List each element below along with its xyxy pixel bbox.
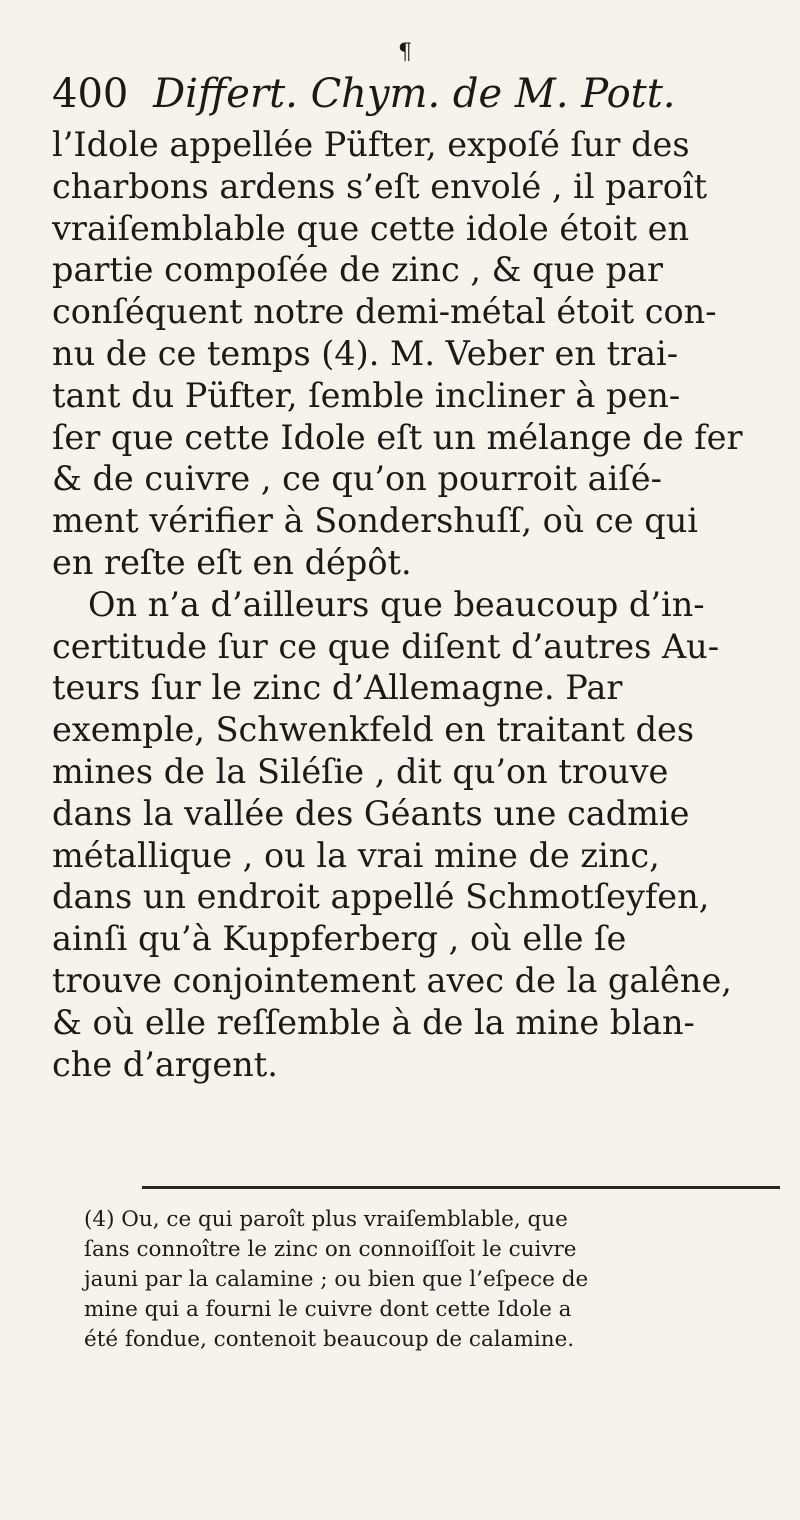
text-line: mines de la Siléſie , dit qu’on trouve <box>52 751 669 791</box>
footnote <box>84 1205 774 1355</box>
text-line: dans un endroit appellé Schmotſeyfen, <box>52 877 710 917</box>
footnote-line: jauni par la calamine ; ou bien que l’eſpece de <box>84 1267 589 1292</box>
text-line: en reſte eſt en dépôt. <box>52 542 412 582</box>
footnote-line: (4) Ou, ce qui paroît plus vraiſemblable, que <box>84 1207 568 1232</box>
text-line: ſer que cette Idole eſt un mélange de fer <box>52 417 743 457</box>
paragraph-start-line: On n’a d’ailleurs que beaucoup d’in- <box>88 584 705 624</box>
text-line: & où elle reſſemble à de la mine blan- <box>52 1002 695 1042</box>
text-line: ainſi qu’à Kuppferberg , où elle ſe <box>52 919 627 959</box>
text-line: ment vérifier à Sondershuſſ, où ce qui <box>52 501 698 541</box>
running-title: Differt. Chym. de M. Pott. <box>153 71 676 117</box>
running-header <box>52 70 752 118</box>
text-line: trouve conjointement avec de la galêne, <box>52 960 732 1000</box>
text-line: métallique , ou la vrai mine de zinc, <box>52 835 660 875</box>
text-line: conſéquent notre demi-métal étoit con- <box>52 292 717 332</box>
footnote-line: ſans connoître le zinc on connoiſſoit le cuivre <box>84 1237 577 1262</box>
text-line: teurs ſur le zinc d’Allemagne. Par <box>52 668 623 708</box>
text-line: nu de ce temps (4). M. Veber en trai- <box>52 333 679 373</box>
page-number: 400 <box>52 71 129 117</box>
text-line: charbons ardens s’eſt envolé , il paroît <box>52 166 708 206</box>
text-line: vraiſemblable que cette idole étoit en <box>52 208 690 248</box>
text-line: dans la vallée des Géants une cadmie <box>52 793 690 833</box>
main-text <box>52 124 764 1085</box>
text-line: che d’argent. <box>52 1044 278 1084</box>
text-line: partie compoſée de zinc , & que par <box>52 250 664 290</box>
footnote-line: mine qui a fourni le cuivre dont cette Idole a <box>84 1297 572 1322</box>
footnote-line: été fondue, contenoit beaucoup de calamine. <box>84 1327 575 1352</box>
text-line: tant du Püfter, ſemble incliner à pen- <box>52 375 681 415</box>
text-line: exemple, Schwenkfeld en traitant des <box>52 710 695 750</box>
text-line: & de cuivre , ce qu’on pourroit aiſé- <box>52 459 662 499</box>
printer-mark: ¶ <box>398 40 412 65</box>
text-line: l’Idole appellée Püfter, expoſé ſur des <box>52 125 690 164</box>
footnote-separator <box>142 1186 780 1189</box>
text-line: certitude ſur ce que diſent d’autres Au- <box>52 626 720 666</box>
